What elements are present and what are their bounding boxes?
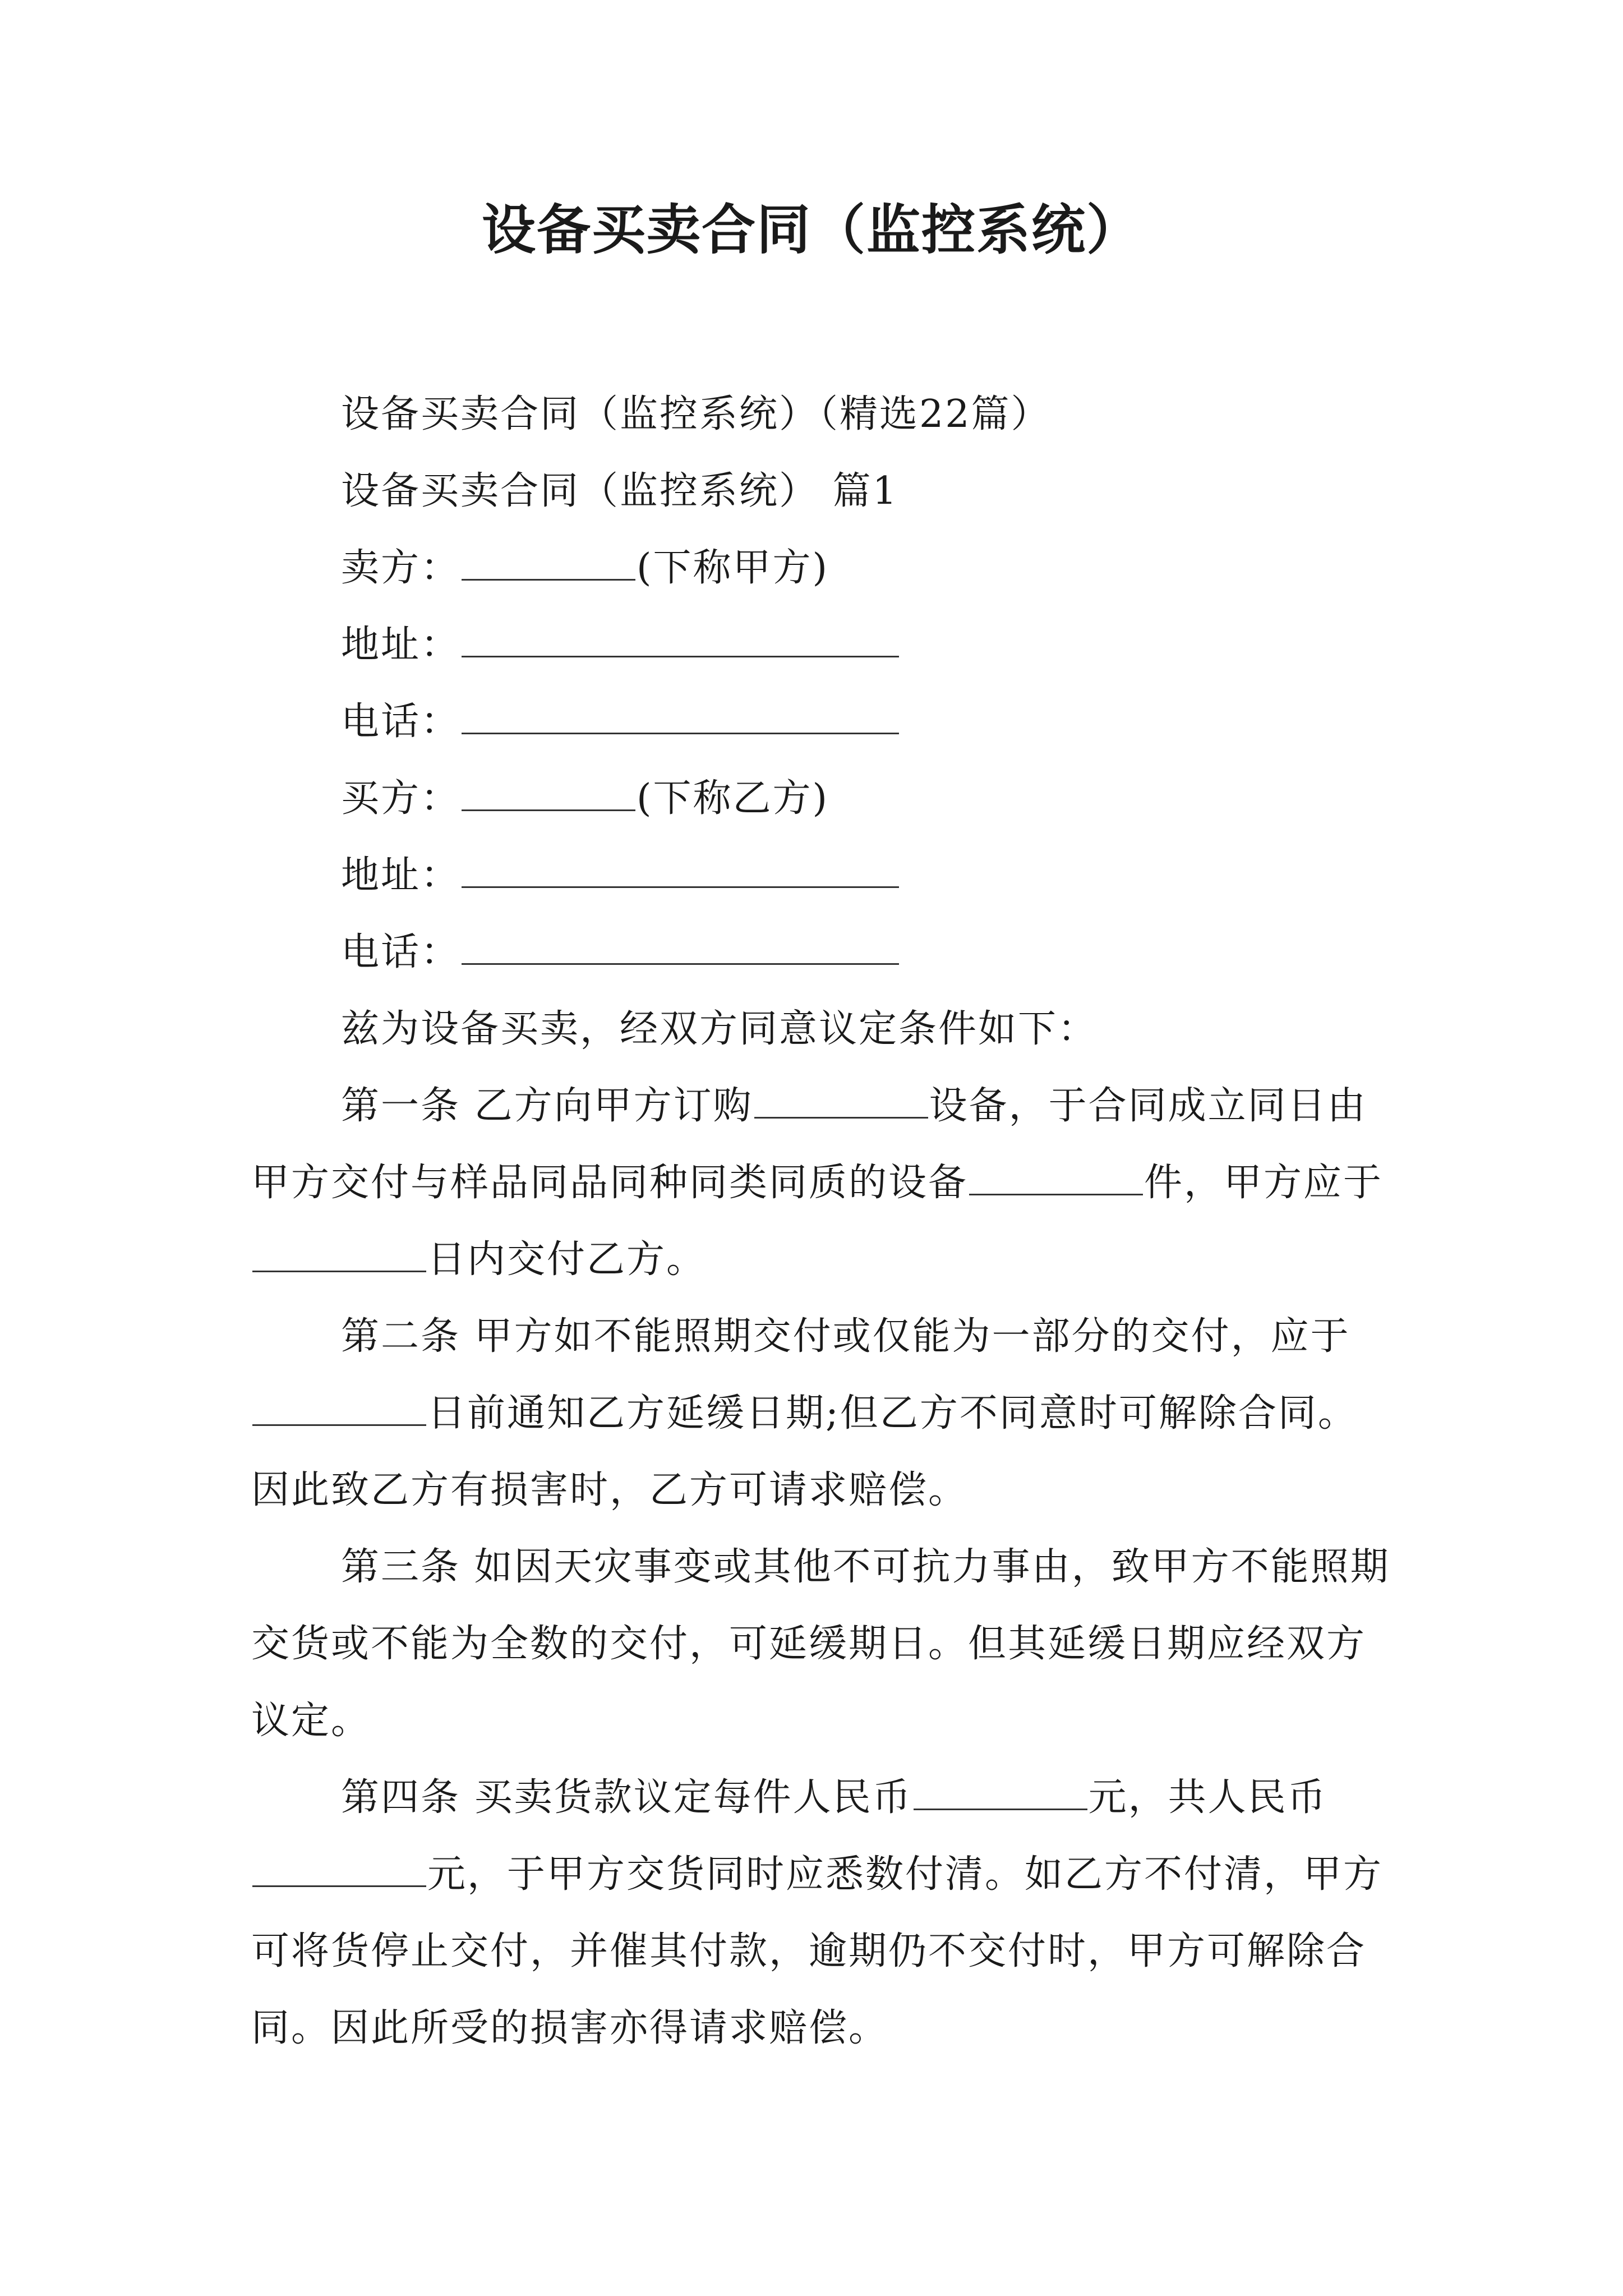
seller-line <box>251 530 1395 606</box>
article-1-text-4: 日内交付乙方。 <box>427 1237 707 1282</box>
document-title: 设备买卖合同（监控系统） <box>482 198 1141 261</box>
article-3: 第三条 如因天灾事变或其他不可抗力事由，致甲方不能照期交货或不能为全数的交付，可延缓期日。但其延缓日期应经双方议定。 <box>251 1545 1390 1743</box>
article-1-text-3: 件，甲方应于 <box>1144 1161 1384 1205</box>
buyer-address-line <box>251 837 1395 914</box>
article-4-total-blank <box>252 1841 426 1887</box>
buyer-address-blank <box>462 841 899 888</box>
buyer-line <box>251 760 1395 837</box>
seller-phone-blank <box>462 688 899 734</box>
seller-phone-line <box>251 683 1395 760</box>
article-4-text-3: 元，于甲方交货同时应悉数付清。如乙方不付清，甲方可将货停止交付，并催其付款，逾期仍不交付时，甲方可解除合同。因此所受的损害亦得请求赔偿。 <box>251 1852 1384 2050</box>
article-2-text-1: 第二条 甲方如不能照期交付或仅能为一部分的交付，应于 <box>341 1314 1350 1359</box>
intro-paragraph: 兹为设备买卖，经双方同意议定条件如下： <box>341 1007 1098 1051</box>
seller-name-blank <box>462 534 635 581</box>
buyer-label: 买方： <box>341 776 461 821</box>
article-2 <box>251 1298 1395 1529</box>
article-1-quantity-blank <box>969 1149 1143 1195</box>
buyer-phone-blank <box>462 918 899 965</box>
seller-address-label: 地址： <box>341 623 461 667</box>
article-1-days-blank <box>252 1226 426 1272</box>
seller-address-blank <box>462 611 899 657</box>
article-4 <box>251 1759 1395 2067</box>
seller-address-line <box>251 606 1395 683</box>
seller-label: 卖方： <box>341 546 461 590</box>
article-1-text-2: 设备，于合同成立同日由甲方交付与样品同品同种同类同质的设备 <box>251 1084 1367 1205</box>
article-2-days-blank <box>252 1379 426 1426</box>
article-4-unit-price-blank <box>914 1764 1087 1810</box>
section-heading: 设备买卖合同（监控系统） 篇1 <box>341 469 898 513</box>
seller-suffix: (下称甲方) <box>637 546 829 590</box>
document-subtitle: 设备买卖合同（监控系统）（精选22篇） <box>341 392 1051 436</box>
article-1-equipment-blank <box>754 1072 928 1119</box>
buyer-phone-label: 电话： <box>341 930 461 974</box>
article-4-text-1: 第四条 买卖货款议定每件人民币 <box>341 1775 912 1820</box>
buyer-address-label: 地址： <box>341 853 461 898</box>
seller-phone-label: 电话： <box>341 700 461 744</box>
buyer-phone-line <box>251 914 1395 991</box>
buyer-suffix: (下称乙方) <box>637 776 829 821</box>
article-4-text-2: 元，共人民币 <box>1088 1775 1327 1820</box>
article-2-text-2: 日前通知乙方延缓日期;但乙方不同意时可解除合同。因此致乙方有损害时，乙方可请求赔偿。 <box>251 1391 1358 1512</box>
article-1-text-1: 第一条 乙方向甲方订购 <box>341 1084 753 1128</box>
document-body <box>251 376 1395 2067</box>
buyer-name-blank <box>462 765 635 811</box>
article-1 <box>251 1068 1395 1298</box>
